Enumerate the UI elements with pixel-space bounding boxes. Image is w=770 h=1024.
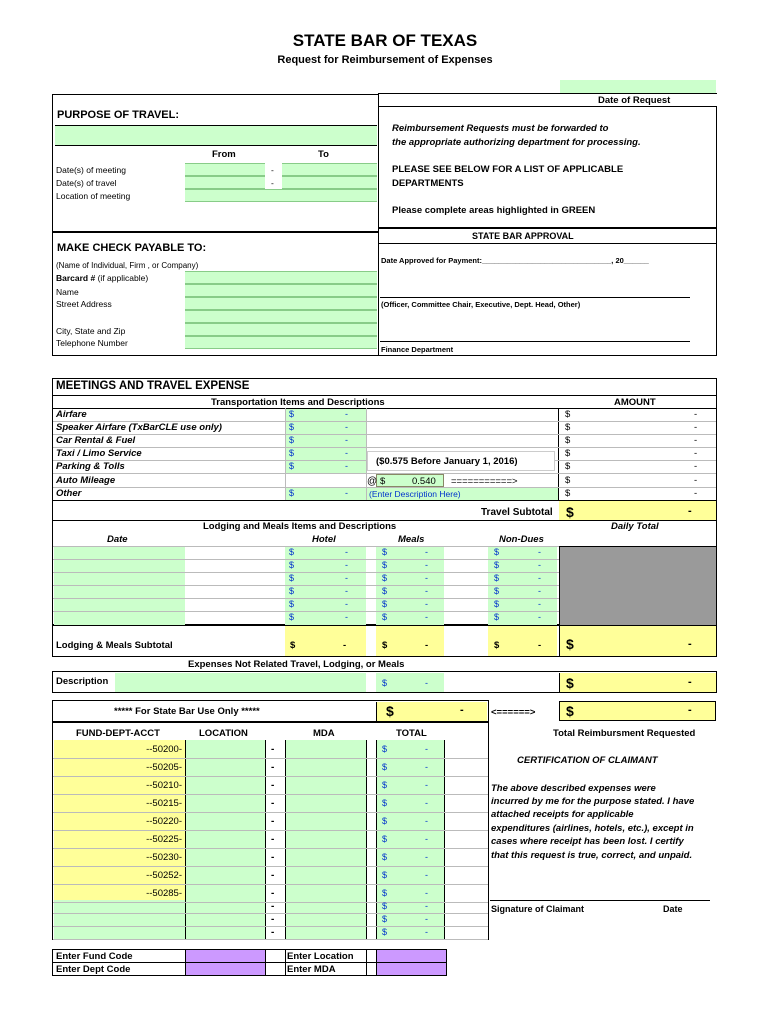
hotel-subtotal-value	[285, 626, 366, 656]
street2-input[interactable]	[185, 310, 377, 323]
cert-line2: incurred by me for the purpose stated. I have	[491, 796, 695, 807]
purpose-input[interactable]	[55, 125, 377, 146]
fund-code: --50225-	[146, 834, 182, 845]
barcard-input[interactable]	[185, 271, 377, 284]
dash: -	[538, 547, 541, 557]
dollar-sign: $	[494, 560, 500, 570]
arrow-label: <======>	[491, 707, 536, 718]
fund-extra-inputs[interactable]	[54, 900, 185, 939]
dash: -	[694, 435, 698, 446]
travel-subtotal-value	[559, 501, 716, 520]
dollar-sign: $	[382, 816, 388, 826]
phone-input[interactable]	[185, 336, 377, 349]
cert-line5: cases where receipt has been lost. I certify	[491, 836, 684, 847]
dollar-sign: $	[382, 678, 388, 688]
fund-code: --50220-	[146, 816, 182, 827]
dollar-sign: $	[382, 612, 388, 622]
dollar-sign: $	[566, 675, 574, 691]
enter-mda-label: Enter MDA	[287, 964, 336, 975]
travel-subtotal-label: Travel Subtotal	[481, 507, 553, 518]
location-meeting-input[interactable]	[185, 189, 377, 202]
dash: -	[425, 744, 428, 754]
info-line4: DEPARTMENTS	[392, 178, 464, 189]
dash: -	[345, 422, 348, 432]
dollar-sign: $	[289, 573, 295, 583]
dollar-sign: $	[289, 560, 295, 570]
sbuse-label: ***** For State Bar Use Only *****	[114, 706, 260, 717]
nondues-header: Non-Dues	[499, 534, 544, 545]
airfare-amount-input[interactable]	[286, 409, 366, 421]
other-amount-input[interactable]	[286, 488, 366, 500]
purpose-title: PURPOSE OF TRAVEL:	[57, 109, 180, 121]
dollar-sign: $	[289, 547, 295, 557]
dash: -	[425, 901, 428, 911]
dash: -	[688, 676, 692, 688]
dash: -	[343, 640, 347, 651]
dash: -	[345, 586, 348, 596]
street-label: Street Address	[56, 299, 112, 309]
mda-inputs[interactable]	[285, 740, 366, 939]
payable-sub: (Name of Individual, Firm , or Company)	[56, 261, 199, 270]
dollar-sign: $	[566, 636, 574, 652]
dash: -	[345, 409, 348, 419]
dollar-sign: $	[382, 762, 388, 772]
dollar-sign: $	[289, 461, 295, 471]
dash: -	[345, 573, 348, 583]
dash: -	[688, 505, 692, 517]
dash: -	[694, 448, 698, 459]
dash: -	[538, 560, 541, 570]
dollar-sign: $	[565, 422, 571, 433]
dollar-sign: $	[494, 547, 500, 557]
dash: -	[688, 704, 692, 716]
desc-hint: (Enter Description Here)	[369, 489, 461, 499]
dollar-sign: $	[382, 914, 388, 924]
dates-meeting-label: Date(s) of meeting	[56, 165, 126, 175]
dollar-sign: $	[382, 798, 388, 808]
info-line2: the appropriate authorizing department for processing.	[392, 137, 641, 148]
dollar-sign: $	[289, 409, 295, 419]
dollar-sign: $	[382, 640, 388, 651]
meeting-from-input[interactable]	[185, 163, 265, 176]
lodging-header: Lodging and Meals Items and Descriptions	[203, 521, 397, 532]
fund-code: --50252-	[146, 870, 182, 881]
barcard-label: Barcard #	[56, 273, 96, 283]
dollar-sign: $	[289, 488, 295, 498]
fund-code: --50285-	[146, 888, 182, 899]
dollar-sign: $	[290, 640, 296, 651]
info-line5: Please complete areas highlighted in GREEN	[392, 205, 596, 216]
dollar-sign: $	[494, 640, 500, 651]
lodging-total-value	[559, 626, 716, 656]
dash: -	[538, 586, 541, 596]
dash: -	[460, 704, 464, 716]
dash: -	[425, 816, 428, 826]
signature-label: Signature of Claimant	[491, 904, 585, 914]
mileage-rate: 0.540	[412, 476, 436, 487]
dash: -	[425, 927, 428, 937]
dollar-sign: $	[382, 901, 388, 911]
arrow-text: ===========>	[451, 476, 518, 487]
total-reimbursement-value	[559, 701, 716, 721]
dates-travel-label: Date(s) of travel	[56, 178, 117, 188]
item-other: Other	[56, 488, 82, 499]
payable-title: MAKE CHECK PAYABLE TO:	[57, 242, 207, 254]
enter-fund-label: Enter Fund Code	[56, 951, 133, 962]
dollar-sign: $	[382, 599, 388, 609]
fund-code: --50210-	[146, 780, 182, 791]
taxi-amount-input[interactable]	[286, 448, 366, 460]
dash: -	[271, 762, 275, 773]
dash: -	[538, 599, 541, 609]
travel-from-input[interactable]	[185, 176, 265, 189]
other-exp-header: Expenses Not Related Travel, Lodging, or Meals	[188, 659, 405, 670]
dollar-sign: $	[382, 888, 388, 898]
dash: -	[271, 834, 275, 845]
barcard-note: (if applicable)	[97, 273, 149, 283]
dollar-sign: $	[382, 834, 388, 844]
dollar-sign: $	[382, 927, 388, 937]
dash: -	[538, 573, 541, 583]
at-sign: @	[367, 476, 378, 487]
dash: -	[688, 638, 692, 650]
finance-label: Finance Department	[381, 345, 454, 354]
dash: -	[425, 678, 428, 688]
dash: -	[345, 488, 348, 498]
name-input[interactable]	[185, 284, 377, 297]
fund-code: --50230-	[146, 852, 182, 863]
date-header: Date	[107, 534, 128, 545]
phone-label: Telephone Number	[56, 338, 128, 348]
dollar-sign: $	[289, 586, 295, 596]
dash: -	[538, 640, 542, 651]
cert-line3: attached receipts for applicable	[491, 809, 634, 820]
fund-code-input[interactable]	[186, 950, 265, 962]
dash: -	[694, 422, 698, 433]
dash: -	[345, 435, 348, 445]
dollar-sign: $	[382, 870, 388, 880]
dash: -	[345, 560, 348, 570]
cert-date-label: Date	[663, 904, 683, 914]
dash: -	[425, 762, 428, 772]
location-code-input[interactable]	[377, 950, 446, 962]
enter-location-label: Enter Location	[287, 951, 354, 962]
fund-code: --50205-	[146, 762, 182, 773]
date-approved-line: Date Approved for Payment:_______________________________, 20______	[381, 256, 649, 265]
dept-code-input[interactable]	[186, 963, 265, 975]
dollar-sign: $	[289, 448, 295, 458]
dash: -	[271, 165, 274, 175]
hotel-header: Hotel	[312, 534, 336, 545]
dollar-sign: $	[289, 599, 295, 609]
parking-amount-input[interactable]	[286, 461, 366, 473]
officer-label: (Officer, Committee Chair, Executive, Dept. Head, Other)	[381, 300, 581, 309]
dash: -	[345, 448, 348, 458]
dash: -	[425, 560, 428, 570]
dash: -	[271, 816, 275, 827]
travel-to-input[interactable]	[282, 176, 377, 189]
item-airfare: Airfare	[56, 409, 87, 420]
cert-line1: The above described expenses were	[491, 783, 656, 794]
dash: -	[271, 927, 275, 938]
dollar-sign: $	[382, 744, 388, 754]
dollar-sign: $	[289, 612, 295, 622]
description-label: Description	[56, 676, 109, 687]
dash: -	[425, 914, 428, 924]
approval-title: STATE BAR APPROVAL	[472, 231, 574, 241]
dash: -	[425, 640, 429, 651]
dash: -	[425, 888, 428, 898]
item-mileage: Auto Mileage	[56, 475, 116, 486]
info-line3: PLEASE SEE BELOW FOR A LIST OF APPLICABLE	[392, 164, 624, 175]
item-car-rental: Car Rental & Fuel	[56, 435, 136, 446]
dash: -	[271, 914, 275, 925]
dollar-sign: $	[565, 435, 571, 446]
info-line1: Reimbursement Requests must be forwarded to	[392, 123, 609, 134]
rate-note: ($0.575 Before January 1, 2016)	[376, 456, 518, 467]
daily-total-header: Daily Total	[611, 521, 659, 532]
dash: -	[425, 573, 428, 583]
item-speaker-airfare: Speaker Airfare (TxBarCLE use only)	[56, 422, 222, 433]
cert-line6: that this request is true, correct, and unpaid.	[491, 850, 693, 861]
fund-code: --50215-	[146, 798, 182, 809]
dash: -	[345, 599, 348, 609]
cert-title: CERTIFICATION OF CLAIMANT	[517, 755, 658, 766]
dollar-sign: $	[382, 586, 388, 596]
dash: -	[345, 547, 348, 557]
dash: -	[425, 852, 428, 862]
dollar-sign: $	[565, 488, 571, 499]
other-exp-total	[559, 673, 716, 692]
meals-header: Meals	[398, 534, 425, 545]
item-parking: Parking & Tolls	[56, 461, 125, 472]
dollar-sign: $	[382, 560, 388, 570]
rate-dollar: $	[380, 476, 386, 487]
to-label: To	[318, 149, 329, 160]
cert-line4: expenditures (airlines, hotels, etc.), except in	[491, 823, 694, 834]
enter-dept-label: Enter Dept Code	[56, 964, 131, 975]
from-label: From	[212, 149, 236, 160]
trans-header: Transportation Items and Descriptions	[211, 397, 385, 408]
fund-header: FUND-DEPT-ACCT	[76, 728, 160, 739]
other-exp-description-input[interactable]	[115, 673, 366, 692]
name-label: Name	[56, 287, 79, 297]
dash: -	[425, 586, 428, 596]
dash: -	[425, 612, 428, 622]
page-title: STATE BAR OF TEXAS	[292, 31, 478, 50]
dollar-sign: $	[566, 703, 574, 719]
city-input[interactable]	[185, 323, 377, 336]
fund-code: --50200-	[146, 744, 182, 755]
total-header: TOTAL	[396, 728, 427, 739]
dollar-sign: $	[494, 599, 500, 609]
dash: -	[345, 461, 348, 471]
dollar-sign: $	[382, 573, 388, 583]
dollar-sign: $	[289, 422, 295, 432]
dollar-sign: $	[386, 703, 394, 719]
location-inputs[interactable]	[185, 740, 265, 939]
dollar-sign: $	[382, 852, 388, 862]
dollar-sign: $	[494, 612, 500, 622]
dash: -	[271, 901, 275, 912]
dash: -	[271, 744, 275, 755]
dash: -	[425, 599, 428, 609]
daily-total-area	[559, 546, 716, 625]
lodging-subtotal-label: Lodging & Meals Subtotal	[56, 640, 173, 651]
dash: -	[425, 547, 428, 557]
dash: -	[271, 888, 275, 899]
dash: -	[694, 488, 698, 499]
dollar-sign: $	[494, 573, 500, 583]
dash: -	[345, 612, 348, 622]
dash: -	[271, 178, 274, 188]
location-header: LOCATION	[199, 728, 248, 739]
dash: -	[694, 475, 698, 486]
amount-header: AMOUNT	[614, 397, 656, 408]
dash: -	[425, 798, 428, 808]
approval-box	[378, 228, 717, 356]
dollar-sign: $	[565, 475, 571, 486]
dash: -	[271, 870, 275, 881]
dollar-sign: $	[494, 586, 500, 596]
dollar-sign: $	[566, 504, 574, 520]
dash: -	[694, 461, 698, 472]
city-label: City, State and Zip	[56, 326, 126, 336]
dollar-sign: $	[565, 448, 571, 459]
dash: -	[425, 780, 428, 790]
mda-code-input[interactable]	[377, 963, 446, 975]
car-amount-input[interactable]	[286, 435, 366, 447]
dollar-sign: $	[382, 780, 388, 790]
dash: -	[425, 870, 428, 880]
date-of-request-label: Date of Request	[598, 95, 671, 106]
street-input[interactable]	[185, 297, 377, 310]
total-reimbursement-label: Total Reimbursment Requested	[553, 728, 696, 739]
meeting-to-input[interactable]	[282, 163, 377, 176]
page-subtitle: Request for Reimbursement of Expenses	[277, 54, 493, 66]
date-of-request-input[interactable]	[560, 80, 716, 93]
dash: -	[271, 852, 275, 863]
dash: -	[425, 834, 428, 844]
dash: -	[271, 780, 275, 791]
item-taxi: Taxi / Limo Service	[56, 448, 142, 459]
mda-header: MDA	[313, 728, 335, 739]
dash: -	[271, 798, 275, 809]
meetings-title: MEETINGS AND TRAVEL EXPENSE	[56, 380, 250, 392]
dollar-sign: $	[565, 409, 571, 420]
dash: -	[538, 612, 541, 622]
speaker-amount-input[interactable]	[286, 422, 366, 434]
dollar-sign: $	[289, 435, 295, 445]
dash: -	[694, 409, 698, 420]
dollar-sign: $	[382, 547, 388, 557]
location-meeting-label: Location of meeting	[56, 191, 131, 201]
dollar-sign: $	[565, 461, 571, 472]
